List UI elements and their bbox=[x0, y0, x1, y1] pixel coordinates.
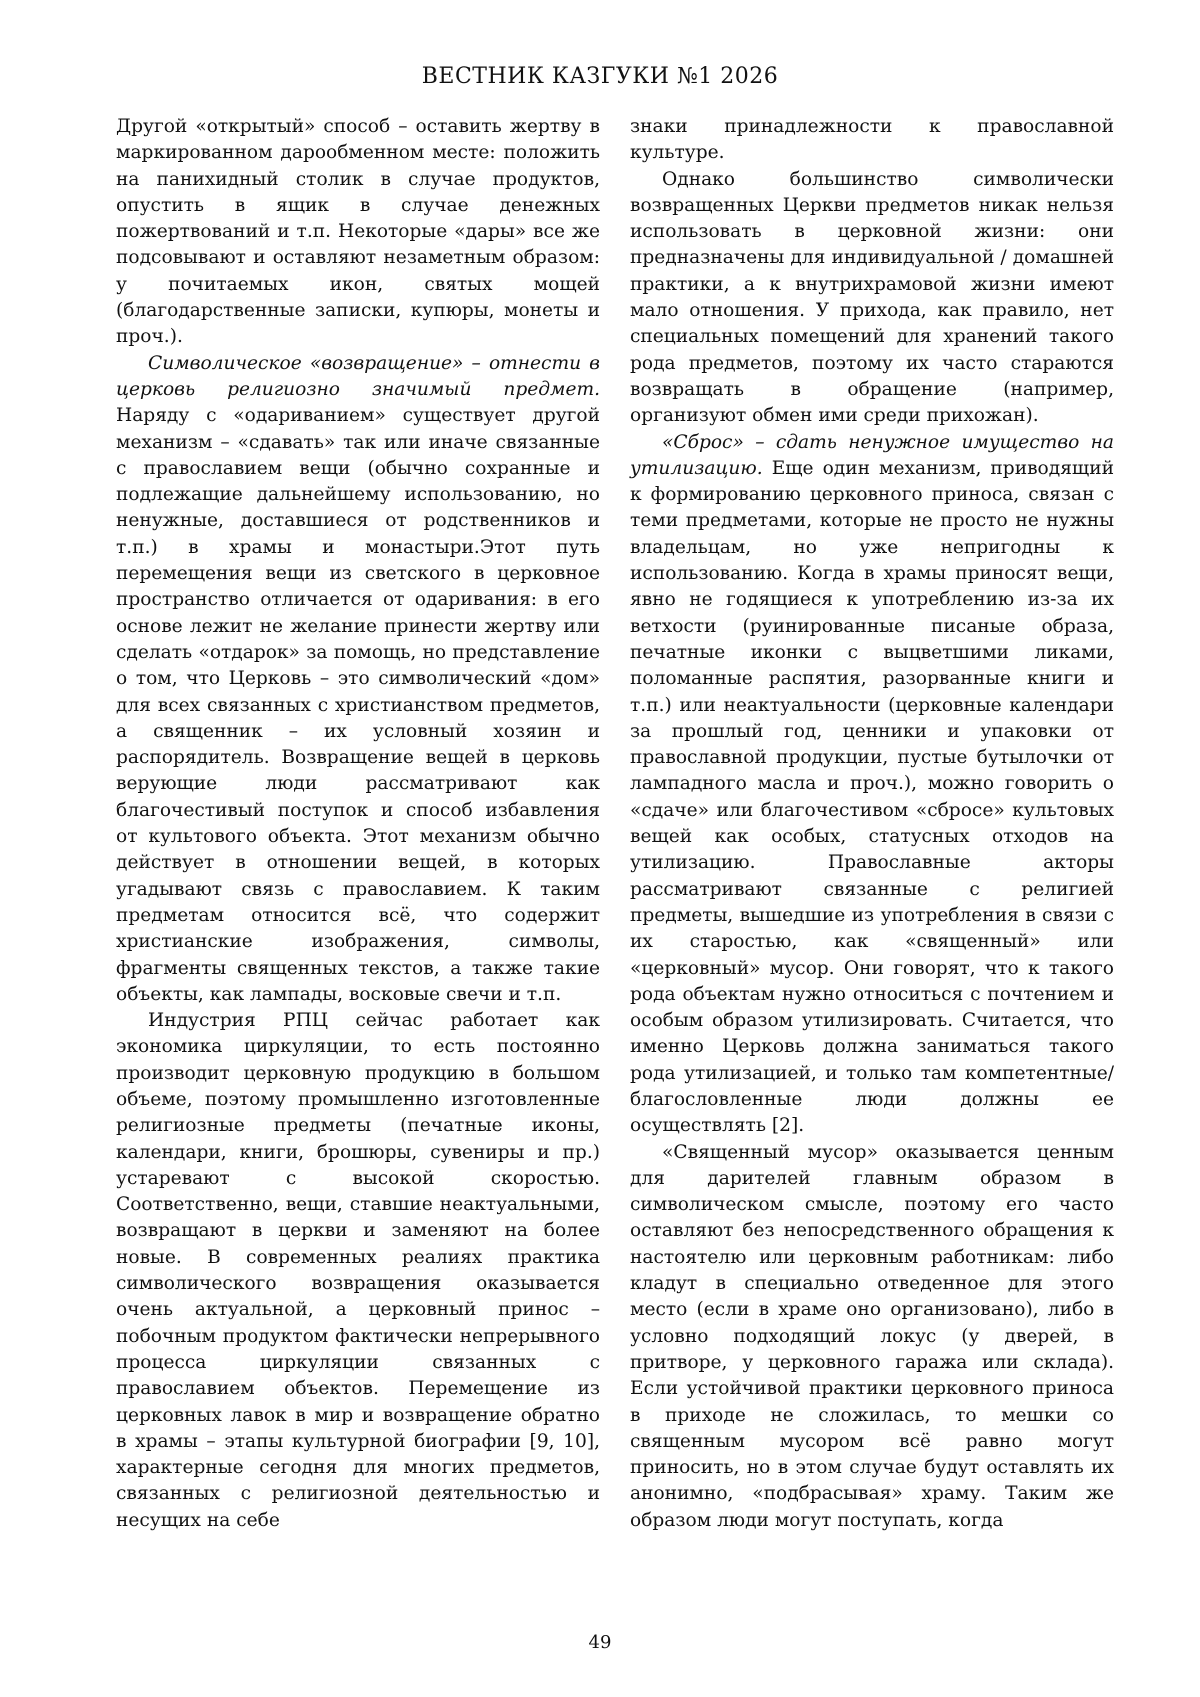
paragraph-offering-open: Другой «открытый» способ – оставить жертву в маркированном дарообменном месте: положить на панихидный столик в случае продуктов, опустить в ящик в случае денежных пожертвований и т.п. Некоторые «дары» все же подсовывают и оставляют незаметным образом: у почитаемых икон, святых мощей (благодарственные записки, купюры, монеты и проч.). bbox=[116, 116, 600, 348]
paragraph-symbolic-return bbox=[116, 351, 600, 1008]
right-column bbox=[630, 114, 1114, 1534]
journal-header: ВЕСТНИК КАЗГУКИ №1 2026 bbox=[421, 64, 779, 89]
section-heading-disposal: «Сброс» – сдать ненужное имущество на утилизацию. bbox=[630, 431, 1114, 479]
paragraph-circulation-economy: Индустрия РПЦ сейчас работает как экономика циркуляции, то есть постоянно производит церковную продукцию в большом объеме, поэтому промышленно изготовленные религиозные предметы (печатные иконы, календари, книги, брошюры, сувениры и пр.) устаревают с высокой скоростью. Соответственно, вещи, ставшие неактуальными, возвращают в церкви и заменяют на более новые. В современных реалиях практика символического возвращения оказывается очень актуальной, а церковный принос – побочным продуктом фактически непрерывного процесса циркуляции связанных с православием объектов. Перемещение из церковных лавок в мир и возвращение обратно в храмы – этапы культурной биографии [9, 10], характерные сегодня для многих предметов, связанных с религиозной деятельностью и несущих на себе bbox=[116, 1010, 600, 1531]
paragraph-disposal bbox=[630, 430, 1114, 1140]
section-heading-symbolic-return: Символическое «возвращение» – отнести в церковь религиозно значимый предмет. bbox=[116, 352, 600, 400]
page-number: 49 bbox=[588, 1632, 612, 1653]
paragraph-disposal-text: Еще один механизм, приводящий к формированию церковного приноса, связан с теми предметами, которые не просто не нужны владельцам, но уже непригодны к использованию. Когда в храмы приносят вещи, явно не годящиеся к употреблению из-за их ветхости (руинированные писаные образа, печатные иконки с выцветшими ликами, поломанные распятия, разорванные книги и т.п.) или неактуальности (церковные календари за прошлый год, ценники и упаковки от православной продукции, пустые бутылочки от лампадного масла и проч.), можно говорить о «сдаче» или благочестивом «сбросе» культовых вещей как особых, статусных отходов на утилизацию. Православные акторы рассматривают связанные с религией предметы, вышедшие из употребления в связи с их старостью, как «священный» или «церковный» мусор. Они говорят, что к такого рода объектам нужно относиться с почтением и особым образом утилизировать. Считается, что именно Церковь должна заниматься такого рода утилизацией, и только там компетентные/ благословленные люди должны ее осуществлять [2]. bbox=[630, 457, 1114, 1137]
paragraph-symbolic-return-text: Наряду с «одариванием» существует другой механизм – «сдавать» так или иначе связанные с православием вещи (обычно сохранные и подлежащие дальнейшему использованию, но ненужные, доставшиеся от родственников и т.п.) в храмы и монастыри.Этот путь перемещения вещи из светского в церковное пространство отличается от одаривания: в его основе лежит не желание принести жертву или сделать «отдарок» за помощь, но представление о том, что Церковь – это символический «дом» для всех связанных с христианством предметов, а священник – их условный хозяин и распорядитель. Возвращение вещей в церковь верующие люди рассматривают как благочестивый поступок и способ избавления от культового объекта. Этот механизм обычно действует в отношении вещей, в которых угадывают связь с православием. К таким предметам относится всё, что содержит христианские изображения, символы, фрагменты священных текстов, а также такие объекты, как лампады, восковые свечи и т.п. bbox=[116, 405, 600, 1005]
paragraph-sacred-garbage: «Священный мусор» оказывается ценным для дарителей главным образом в символическом смысле, поэтому его часто оставляют без непосредственного обращения к настоятелю или церковным работникам: либо кладут в специально отведенное для этого место (если в храме оно организовано), либо в условно подходящий локус (у дверей, в притворе, у церковного гаража или склада). Если устойчивой практики церковного приноса в приходе не сложилась, то мешки со священным мусором всё равно могут приносить, но в этом случае будут оставлять их анонимно, «подбрасывая» храму. Таким же образом люди могут поступать, когда bbox=[630, 1141, 1114, 1531]
paragraph-home-practice: Однако большинство символически возвращенных Церкви предметов никак нельзя использовать в церковной жизни: они предназначены для индивидуальной / домашней практики, а к внутрихрамовой жизни имеют мало отношения. У прихода, как правило, нет специальных помещений для хранений такого рода предметов, поэтому их часто стараются возвращать в обращение (например, организуют обмен ими среди прихожан). bbox=[630, 168, 1114, 427]
left-column bbox=[116, 114, 600, 1534]
paragraph-continuation: знаки принадлежности к православной культуре. bbox=[630, 116, 1114, 164]
